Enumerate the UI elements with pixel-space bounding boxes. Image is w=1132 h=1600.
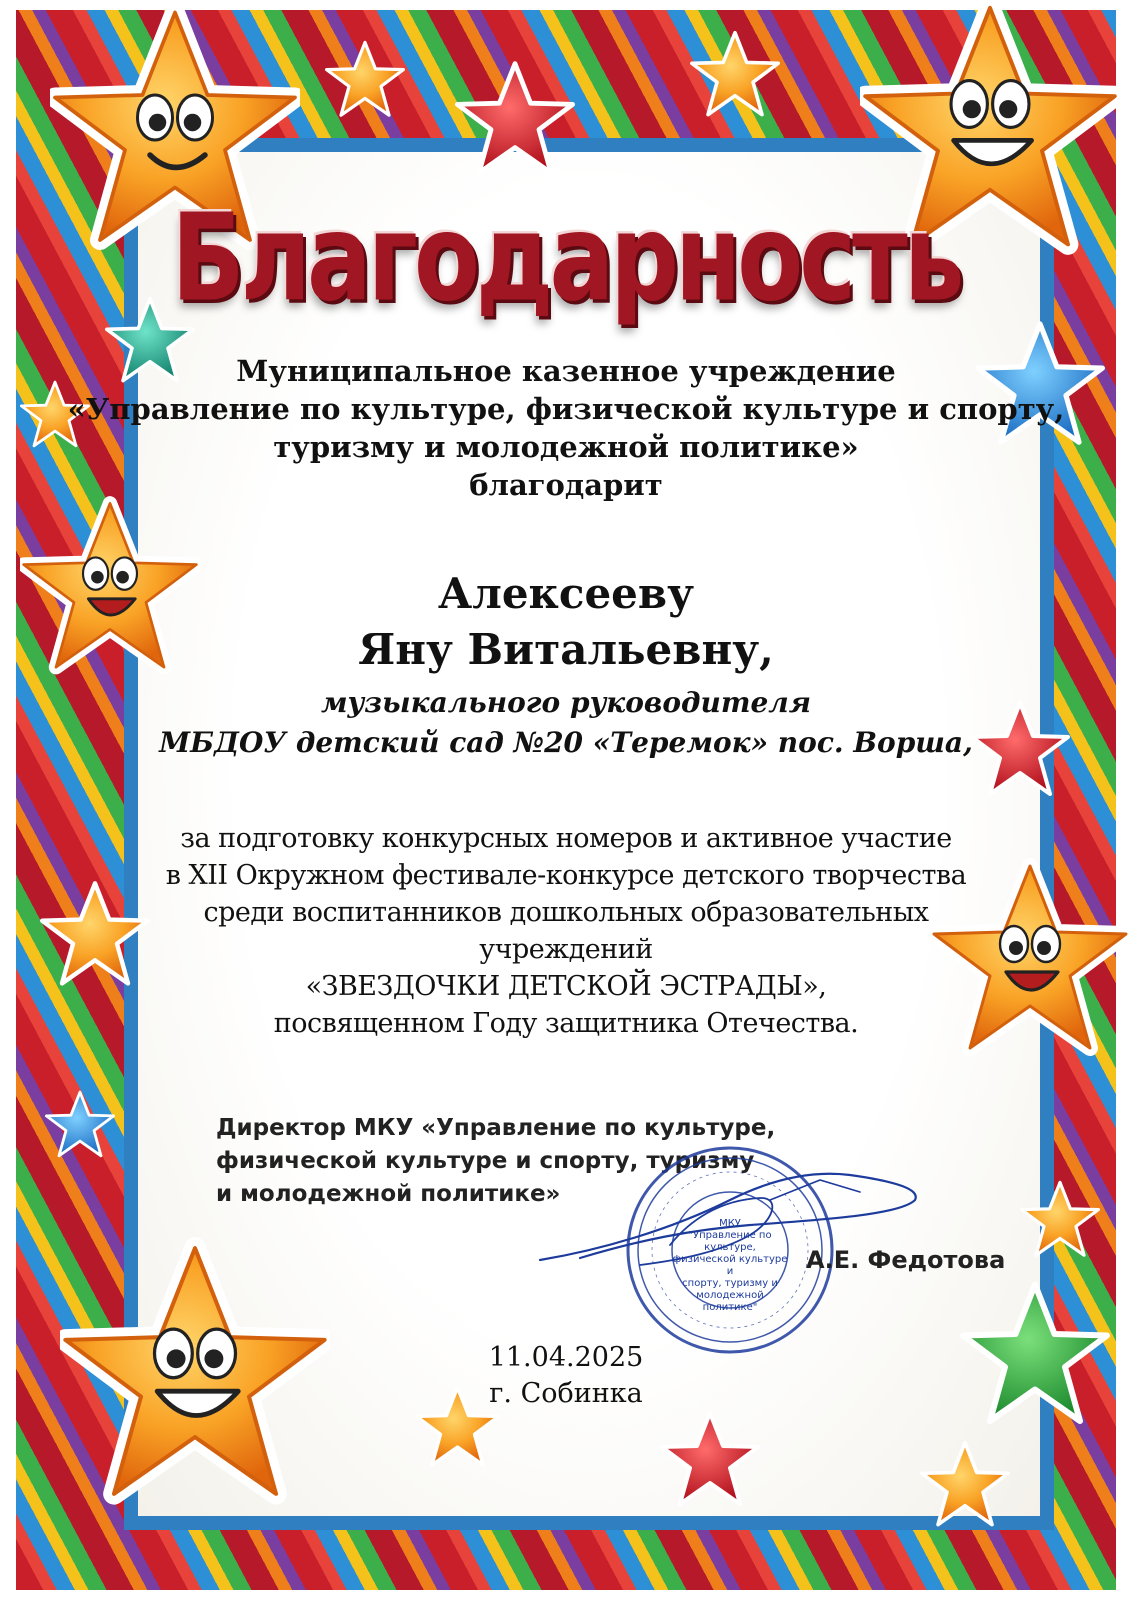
issue-city: г. Собинка	[489, 1378, 643, 1409]
footer-block	[0, 1340, 1132, 1412]
small-star-icon	[455, 60, 575, 180]
director-line: физической культуре и спорту, туризму	[216, 1148, 755, 1174]
reason-line: в XII Окружном фестивале-конкурсе детского творчества	[165, 860, 967, 891]
recipient-surname: Алексееву	[438, 569, 694, 618]
organization-line: туризму и молодежной политике»	[273, 430, 859, 464]
small-star-icon	[325, 40, 405, 120]
small-star-icon	[920, 1440, 1010, 1530]
recipient-block	[0, 566, 1132, 678]
director-line: и молодежной политике»	[216, 1181, 561, 1207]
reason-line: посвященном Году защитника Отечества.	[273, 1008, 859, 1039]
director-line: Директор МКУ «Управление по культуре,	[216, 1115, 776, 1141]
organization-line: Муниципальное казенное учреждение	[236, 354, 896, 388]
small-star-icon	[1020, 1180, 1100, 1260]
position-line: МБДОУ детский сад №20 «Теремок» пос. Ворша,	[159, 726, 973, 759]
recipient-name: Яну Витальевну,	[358, 625, 774, 674]
small-star-icon	[45, 1090, 115, 1160]
reason-line: за подготовку конкурсных номеров и активное участие	[180, 823, 952, 854]
signer-name: А.Е. Федотова	[806, 1246, 1006, 1274]
stamp-text: МКУ "Управление по культуре, физической культуре и спорту, туризму и молодежной политике"	[672, 1218, 788, 1313]
reason-block	[0, 820, 1132, 1042]
issue-date: 11.04.2025	[488, 1342, 644, 1373]
position-line: музыкального руководителя	[320, 686, 812, 719]
reason-line: среди воспитанников дошкольных образовательных	[203, 897, 929, 928]
organization-block	[0, 352, 1132, 504]
small-star-icon	[690, 30, 780, 120]
handwritten-signature-icon	[520, 1140, 940, 1310]
reason-line: учреждений	[479, 934, 653, 965]
recipient-position	[0, 683, 1132, 763]
thanks-verb: благодарит	[469, 468, 663, 502]
certificate-title: Благодарность	[171, 188, 961, 328]
small-star-icon	[660, 1410, 760, 1510]
reason-line: «ЗВЕЗДОЧКИ ДЕТСКОЙ ЭСТРАДЫ»,	[305, 971, 827, 1002]
organization-line: «Управление по культуре, физической культуре и спорту,	[67, 392, 1065, 426]
